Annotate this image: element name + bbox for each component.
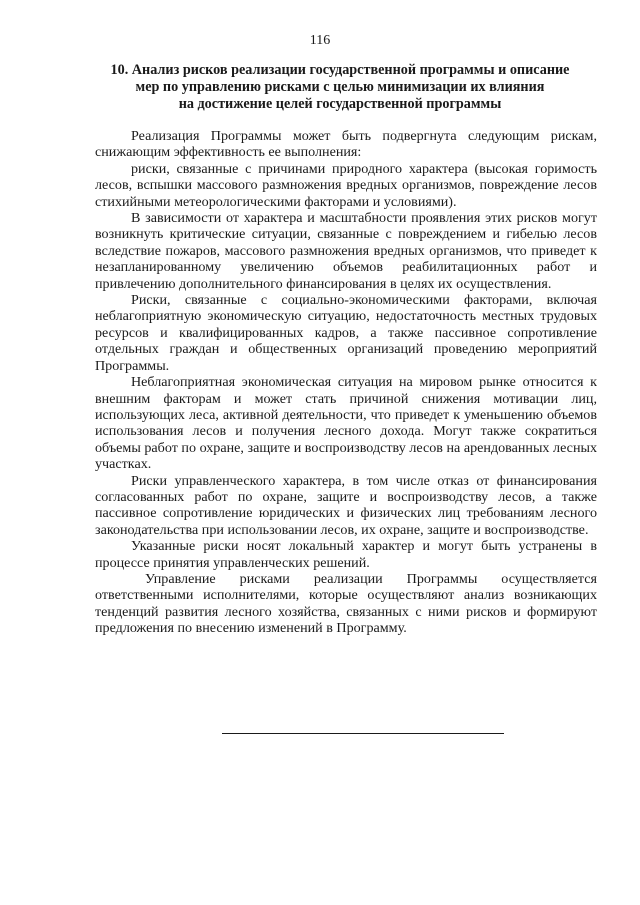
paragraph-market-situation: Неблагоприятная экономическая ситуация на мировом рынке относится к внешним факторам и может стать причиной снижения мотивации лиц, использующих леса, активной деятельности, что приведет к уменьшению объемов использования лесов и получения лесного дохода. Могут также сократиться объемы работ по охране, защите и воспроизводству лесов на арендованных лесных участках.	[95, 374, 597, 473]
paragraph-natural-risks: риски, связанные с причинами природного характера (высокая горимость лесов, вспышки массового размножения вредных организмов, повреждение лесов стихийными метеорологическими факторами и условиями).	[95, 160, 597, 210]
paragraph-critical-situations: В зависимости от характера и масштабности проявления этих рисков могут возникнуть критические ситуации, связанные с повреждением и гибелью лесов вследствие пожаров, массового размножения вредных организмов, что приведет к незапланированному увеличению объемов реабилитационных работ и привлечению дополнительного финансирования в целях их осуществления.	[95, 210, 597, 292]
paragraph-risk-management: Управление рисками реализации Программы осуществляется ответственными исполнителями, которые осуществляют анализ возникающих тенденций развития лесного хозяйства, связанных с ними рисков и формируют предложения по внесению изменений в Программу.	[95, 570, 597, 637]
paragraph-local-character: Указанные риски носят локальный характер и могут быть устранены в процессе принятия управленческих решений.	[95, 538, 597, 571]
paragraph-intro: Реализация Программы может быть подвергнута следующим рискам, снижающим эффективность ее выполнения:	[95, 128, 597, 161]
section-title-line-2: мер по управлению рисками с целью минимизации их влияния	[135, 79, 545, 95]
paragraph-socio-economic-risks: Риски, связанные с социально-экономическими факторами, включая неблагоприятную экономическую ситуацию, недостаточность местных трудовых ресурсов и квалифицированных кадров, а также пассивное сопротивление отдельных граждан и общественных организаций проведению мероприятий Программы.	[95, 292, 597, 374]
end-divider	[222, 733, 504, 734]
section-body	[95, 128, 597, 637]
paragraph-management-risks: Риски управленческого характера, в том числе отказ от финансирования согласованных работ по охране, защите и воспроизводству лесов, а также пассивное сопротивление юридических и физических лиц требованиям лесного законодательства при использовании лесов, их охране, защите и воспроизводстве.	[95, 472, 597, 538]
page-number: 116	[309, 33, 331, 48]
section-title-line-1: 10. Анализ рисков реализации государственной программы и описание	[110, 62, 570, 78]
section-title	[80, 62, 600, 113]
section-title-line-3: на достижение целей государственной программы	[178, 96, 502, 112]
